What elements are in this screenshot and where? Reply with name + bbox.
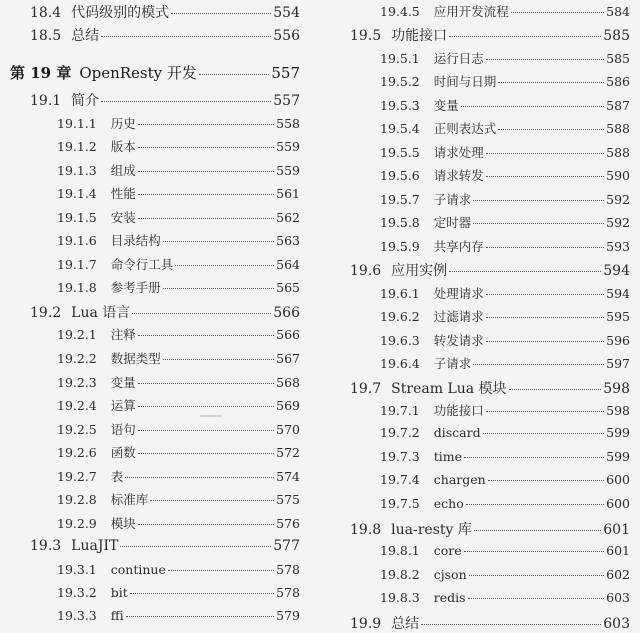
toc-entry-page: 603 [603,616,630,632]
toc-entry-title: redis [433,590,466,605]
toc-leader-dots [421,624,601,625]
toc-entry [380,472,630,487]
toc-entry-title: 模块 [110,516,136,531]
toc-entry-page: 594 [603,263,630,279]
toc-entry-title: Stream Lua 模块 [391,381,507,397]
toc-entry [57,396,300,414]
toc-leader-dots [138,124,274,125]
toc-entry [57,467,300,485]
toc-leader-dots [138,218,274,219]
toc-leader-dots [488,480,604,481]
toc-entry-title: bit [110,585,128,600]
toc-entry [380,96,630,114]
toc-leader-dots [150,500,274,501]
toc-entry [57,231,300,249]
toc-entry-page: 567 [276,351,300,366]
toc-entry-title: 请求处理 [433,145,484,160]
toc-entry-page: 577 [273,538,300,554]
toc-entry-page: 556 [273,28,300,44]
toc-leader-dots [469,575,605,576]
toc-entry [380,354,630,372]
toc-entry-number: 18.4 [30,5,62,21]
toc-leader-dots [138,524,274,525]
toc-entry-title: 应用开发流程 [433,4,509,19]
toc-leader-dots [138,171,274,172]
toc-entry-number: 19.5.6 [380,168,420,183]
toc-entry-number: 19.6.2 [380,309,420,324]
toc-entry-page: 596 [606,333,630,348]
toc-entry-number: 19.5.9 [380,239,420,254]
toc-entry [380,2,630,20]
toc-entry-title: 总结 [391,616,420,632]
toc-entry-number: 19.8.3 [380,590,420,605]
toc-entry-number: 19.2 [30,305,62,321]
toc-leader-dots [130,593,274,594]
toc-entry-title: continue [110,562,166,577]
toc-leader-dots [486,176,604,177]
toc-entry-page: 584 [606,4,630,19]
toc-leader-dots [163,288,274,289]
toc-entry [30,25,300,45]
toc-entry-number: 19.2.3 [57,375,97,390]
toc-entry [380,143,630,161]
toc-leader-dots [461,106,604,107]
toc-entry [57,585,300,600]
toc-leader-dots [486,411,604,412]
toc-entry-title: 命令行工具 [110,257,174,272]
toc-leader-dots [509,389,602,390]
toc-entry-page: 592 [606,215,630,230]
toc-entry-page: 590 [606,168,630,183]
page-smudge [200,415,222,417]
toc-leader-dots [464,551,604,552]
toc-entry-page: 566 [276,327,300,342]
toc-entry-number: 19.6.4 [380,356,420,371]
toc-entry-page: 578 [276,585,300,600]
toc-leader-dots [486,247,604,248]
toc-entry-title: 变量 [110,375,136,390]
toc-entry-title: 组成 [110,163,136,178]
toc-entry-number: 19.2.9 [57,516,97,531]
toc-entry [57,208,300,226]
toc-leader-dots [483,433,605,434]
toc-entry-title: 注释 [110,327,136,342]
toc-entry [350,519,630,539]
toc-leader-dots [468,598,605,599]
toc-entry-number: 19.3.2 [57,585,97,600]
toc-leader-dots [473,223,604,224]
toc-leader-dots [464,457,604,458]
toc-entry-page: 595 [606,309,630,324]
toc-entry-number: 19.5.5 [380,145,420,160]
toc-entry-number: 19.7.1 [380,403,420,418]
toc-entry [57,184,300,202]
toc-entry-number: 19.5.7 [380,192,420,207]
toc-leader-dots [138,430,274,431]
toc-leader-dots [163,359,274,360]
toc-entry [380,166,630,184]
toc-leader-dots [466,504,604,505]
toc-entry-title: 运行日志 [433,51,484,66]
toc-entry-page: 575 [276,492,300,507]
toc-entry-number: 19.7.2 [380,425,420,440]
toc-entry-page: 557 [273,93,300,109]
toc-entry-title: 请求转发 [433,168,484,183]
toc-entry-number: 19.3 [30,538,62,554]
toc-leader-dots [449,271,601,272]
toc-leader-dots [486,59,604,60]
toc-entry [57,255,300,273]
toc-leader-dots [486,294,604,295]
toc-entry-title: 子请求 [433,192,472,207]
toc-entry-number: 19.2.7 [57,469,97,484]
toc-entry [57,137,300,155]
toc-entry-title: 数据类型 [110,351,161,366]
toc-leader-dots [171,13,271,14]
toc-entry [57,443,300,461]
toc-entry-title: 历史 [110,116,136,131]
toc-entry-number: 19.5.3 [380,98,420,113]
toc-entry-title: time [433,449,463,464]
toc-entry-number: 19.1.8 [57,280,97,295]
toc-entry-page: 597 [606,356,630,371]
toc-entry-title: 应用实例 [391,263,448,279]
toc-entry-title: cjson [433,567,467,582]
toc-entry [57,420,300,438]
toc-entry [380,331,630,349]
toc-entry-page: 563 [276,233,300,248]
toc-entry-title: 函数 [110,445,136,460]
toc-entry-number: 19.1.5 [57,210,97,225]
toc-entry-number: 19.4.5 [380,4,420,19]
toc-entry-number: 19.1.4 [57,186,97,201]
toc-leader-dots [498,82,604,83]
toc-entry [380,49,630,67]
toc-entry [380,307,630,325]
toc-entry-number: 19.2.8 [57,492,97,507]
toc-entry-page: 557 [271,64,300,82]
toc-entry-page: 564 [276,257,300,272]
toc-entry [57,349,300,367]
toc-entry-number: 19.2.4 [57,398,97,413]
toc-entry-title: 过滤请求 [433,309,484,324]
toc-entry-title: 处理请求 [433,286,484,301]
toc-entry-title: 版本 [110,139,136,154]
toc-entry-number: 19.8 [350,522,382,538]
toc-leader-dots [138,383,274,384]
toc-entry-title: 时间与日期 [433,74,497,89]
toc-entry-number: 19.1.6 [57,233,97,248]
toc-entry-number: 19.6 [350,263,382,279]
toc-entry-number: 19.3.1 [57,562,97,577]
toc-entry [57,325,300,343]
toc-entry-number: 19.2.1 [57,327,97,342]
toc-entry-number: 19.5 [350,28,382,44]
toc-entry-number: 19.8.2 [380,567,420,582]
toc-entry-page: 585 [603,28,630,44]
toc-entry [380,284,630,302]
toc-entry [350,25,630,45]
toc-entry-number: 19.5.4 [380,121,420,136]
toc-entry-number: 19.6.1 [380,286,420,301]
toc-entry [30,302,300,322]
toc-entry-page: 588 [606,121,630,136]
toc-entry-page: 566 [273,305,300,321]
toc-entry-title: 性能 [110,186,136,201]
toc-entry [350,613,630,633]
toc-entry [57,490,300,508]
toc-entry-number: 19.5.8 [380,215,420,230]
toc-entry-page: 588 [606,145,630,160]
toc-entry-number: 19.1.2 [57,139,97,154]
toc-entry-title: 子请求 [433,356,472,371]
toc-entry [10,62,300,83]
toc-leader-dots [138,194,274,195]
toc-entry [57,278,300,296]
toc-leader-dots [498,129,604,130]
toc-entry [380,425,630,440]
toc-leader-dots [473,364,604,365]
toc-entry-number: 19.1.7 [57,257,97,272]
toc-entry-number: 19.1.1 [57,116,97,131]
toc-entry-page: 579 [276,608,300,623]
toc-entry [57,161,300,179]
toc-leader-dots [175,265,274,266]
toc-entry-title: Lua 语言 [71,305,131,321]
toc-leader-dots [138,147,274,148]
toc-entry-page: 565 [276,280,300,295]
toc-entry-page: 578 [276,562,300,577]
toc-entry-page: 601 [603,522,630,538]
toc-leader-dots [120,546,271,547]
toc-entry [350,260,630,280]
toc-entry-page: 570 [276,422,300,437]
toc-entry-page: 603 [606,590,630,605]
toc-entry-title: chargen [433,472,486,487]
toc-leader-dots [132,313,271,314]
toc-entry-title: echo [433,496,464,511]
toc-entry-page: 593 [606,239,630,254]
toc-entry-number: 19.5.1 [380,51,420,66]
toc-entry-number: 19.7.4 [380,472,420,487]
toc-entry-title: 标准库 [110,492,149,507]
toc-entry-title: LuaJIT [71,538,119,554]
toc-entry-page: 600 [606,472,630,487]
toc-leader-dots [473,200,604,201]
toc-entry-page: 559 [276,139,300,154]
toc-entry-page: 568 [276,375,300,390]
toc-entry [380,237,630,255]
toc-entry [30,2,300,22]
toc-entry-number: 19.8.1 [380,543,420,558]
toc-entry-page: 576 [276,516,300,531]
toc-entry [380,543,630,558]
toc-entry-number: 19.7 [350,381,382,397]
toc-entry [380,72,630,90]
toc-entry-number: 第 19 章 [10,64,72,82]
toc-entry [57,514,300,532]
toc-entry-page: 554 [273,5,300,21]
toc-entry-number: 19.3.3 [57,608,97,623]
toc-entry [380,190,630,208]
toc-entry-page: 598 [606,403,630,418]
toc-leader-dots [101,101,271,102]
toc-entry-title: lua-resty 库 [391,522,472,538]
toc-entry [57,114,300,132]
toc-entry-title: discard [433,425,481,440]
toc-entry-number: 19.6.3 [380,333,420,348]
toc-entry-title: 转发请求 [433,333,484,348]
toc-leader-dots [163,241,274,242]
toc-entry-title: 安装 [110,210,136,225]
toc-entry-page: 559 [276,163,300,178]
toc-entry-title: 代码级别的模式 [71,5,170,21]
toc-entry-title: 语句 [110,422,136,437]
toc-leader-dots [486,341,604,342]
toc-leader-dots [138,335,274,336]
toc-entry-number: 19.7.3 [380,449,420,464]
toc-leader-dots [138,406,274,407]
toc-entry-page: 574 [276,469,300,484]
toc-entry-page: 599 [606,449,630,464]
toc-entry [30,90,300,110]
toc-entry-title: OpenResty 开发 [79,64,197,82]
toc-entry [57,562,300,577]
toc-leader-dots [511,12,604,13]
toc-entry-page: 569 [276,398,300,413]
toc-entry-number: 19.7.5 [380,496,420,511]
toc-entry-title: 总结 [71,28,100,44]
toc-entry-number: 19.2.2 [57,351,97,366]
toc-entry-page: 592 [606,192,630,207]
toc-entry-page: 601 [606,543,630,558]
toc-leader-dots [486,317,604,318]
toc-entry-number: 19.1 [30,93,62,109]
toc-leader-dots [168,570,274,571]
toc-entry-page: 598 [603,381,630,397]
toc-entry-page: 586 [606,74,630,89]
toc-entry [380,567,630,582]
toc-entry-page: 558 [276,116,300,131]
toc-entry-number: 19.2.5 [57,422,97,437]
toc-leader-dots [474,530,601,531]
toc-entry [380,119,630,137]
toc-entry [57,608,300,623]
toc-entry-title: 功能接口 [433,403,484,418]
toc-entry-title: 定时器 [433,215,472,230]
toc-leader-dots [125,477,274,478]
toc-entry-page: 562 [276,210,300,225]
toc-entry-page: 599 [606,425,630,440]
toc-entry-page: 587 [606,98,630,113]
toc-entry-title: 表 [110,469,124,484]
toc-entry-title: 共享内存 [433,239,484,254]
toc-entry-title: 目录结构 [110,233,161,248]
toc-leader-dots [199,74,269,75]
toc-entry [380,401,630,419]
toc-leader-dots [486,153,604,154]
toc-entry-number: 19.2.6 [57,445,97,460]
toc-entry-title: 简介 [71,93,100,109]
toc-leader-dots [449,36,601,37]
toc-entry-title: 参考手册 [110,280,161,295]
toc-entry-number: 19.9 [350,616,382,632]
toc-entry-title: 变量 [433,98,459,113]
toc-entry-page: 600 [606,496,630,511]
toc-entry [380,449,630,464]
toc-entry-title: 正则表达式 [433,121,497,136]
toc-entry [380,590,630,605]
toc-entry-page: 561 [276,186,300,201]
toc-entry-page: 572 [276,445,300,460]
toc-entry [30,538,300,554]
toc-entry-page: 585 [606,51,630,66]
toc-entry-title: core [433,543,462,558]
toc-entry [380,213,630,231]
toc-entry-page: 602 [606,567,630,582]
toc-entry-number: 18.5 [30,28,62,44]
toc-entry-number: 19.5.2 [380,74,420,89]
toc-leader-dots [126,616,274,617]
toc-leader-dots [138,453,274,454]
toc-entry-number: 19.1.3 [57,163,97,178]
toc-entry-page: 594 [606,286,630,301]
toc-entry-title: 运算 [110,398,136,413]
toc-leader-dots [101,36,271,37]
toc-entry-title: 功能接口 [391,28,448,44]
toc-entry-title: ffi [110,608,124,623]
toc-entry [350,378,630,398]
toc-entry [380,496,630,511]
toc-entry [57,373,300,391]
